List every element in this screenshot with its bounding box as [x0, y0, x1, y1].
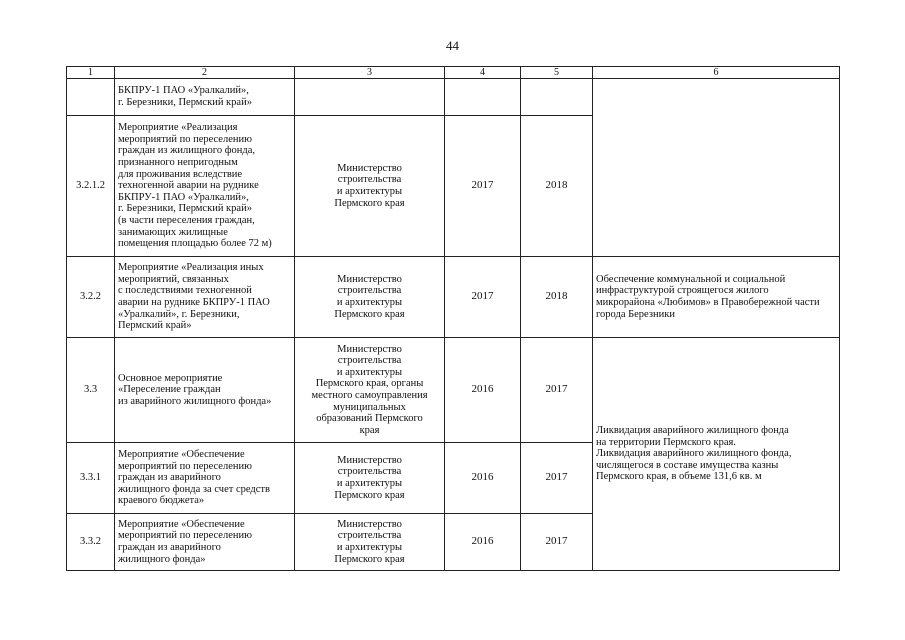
start-year-cell: 2017 — [445, 116, 521, 257]
end-year-cell — [521, 79, 593, 116]
end-year-cell: 2017 — [521, 443, 593, 514]
end-year-cell: 2017 — [521, 514, 593, 571]
result-cell-empty — [593, 79, 840, 257]
start-year-cell: 2016 — [445, 514, 521, 571]
column-header: 3 — [295, 67, 445, 79]
measure-name-cell: Мероприятие «Обеспечение мероприятий по переселению граждан из аварийного жилищного фонда за счет средств краевого бюджета» — [115, 443, 295, 514]
result-cell: Ликвидация аварийного жилищного фонда на территории Пермского края. Ликвидация аварийного жилищного фонда, числящегося в составе имущества казны Пермского края, в объеме 131,6 кв. м — [593, 338, 840, 571]
table-row — [67, 257, 840, 338]
column-number-row — [67, 67, 840, 79]
executor-cell: Министерство строительства и архитектуры Пермского края — [295, 257, 445, 338]
measure-name-cell: БКПРУ-1 ПАО «Уралкалий», г. Березники, Пермский край» — [115, 79, 295, 116]
executor-cell: Министерство строительства и архитектуры Пермского края, органы местного самоуправления муниципальных образований Пермского края — [295, 338, 445, 443]
column-header: 1 — [67, 67, 115, 79]
measure-name-cell: Мероприятие «Реализация мероприятий по переселению граждан из жилищного фонда, признанного непригодным для проживания вследствие техногенной аварии на руднике БКПРУ-1 ПАО «Уралкалий», г. Березники, Пермский край» (в части переселения граждан, занимающих жилищные помещения площадью более 72 м) — [115, 116, 295, 257]
measure-name-cell: Основное мероприятие «Переселение граждан из аварийного жилищного фонда» — [115, 338, 295, 443]
table-row — [67, 338, 840, 443]
executor-cell — [295, 79, 445, 116]
page-number: 44 — [446, 38, 459, 53]
end-year-cell: 2018 — [521, 116, 593, 257]
start-year-cell: 2017 — [445, 257, 521, 338]
row-number-cell: 3.2.1.2 — [67, 116, 115, 257]
end-year-cell: 2017 — [521, 338, 593, 443]
column-header: 2 — [115, 67, 295, 79]
start-year-cell — [445, 79, 521, 116]
row-number-cell — [67, 79, 115, 116]
row-number-cell: 3.3 — [67, 338, 115, 443]
executor-cell: Министерство строительства и архитектуры Пермского края — [295, 514, 445, 571]
row-number-cell: 3.3.2 — [67, 514, 115, 571]
result-cell: Обеспечение коммунальной и социальной инфраструктурой строящегося жилого микрорайона «Любимов» в Правобережной части города Березники — [593, 257, 840, 338]
column-header: 5 — [521, 67, 593, 79]
executor-cell: Министерство строительства и архитектуры Пермского края — [295, 116, 445, 257]
column-header: 6 — [593, 67, 840, 79]
executor-cell: Министерство строительства и архитектуры Пермского края — [295, 443, 445, 514]
end-year-cell: 2018 — [521, 257, 593, 338]
start-year-cell: 2016 — [445, 443, 521, 514]
row-number-cell: 3.3.1 — [67, 443, 115, 514]
table-row — [67, 79, 840, 116]
row-number-cell: 3.2.2 — [67, 257, 115, 338]
measures-table — [66, 66, 840, 571]
measure-name-cell: Мероприятие «Реализация иных мероприятий, связанных с последствиями техногенной аварии на руднике БКПРУ-1 ПАО «Уралкалий», г. Березники, Пермский край» — [115, 257, 295, 338]
column-header: 4 — [445, 67, 521, 79]
start-year-cell: 2016 — [445, 338, 521, 443]
measure-name-cell: Мероприятие «Обеспечение мероприятий по переселению граждан из аварийного жилищного фонда» — [115, 514, 295, 571]
